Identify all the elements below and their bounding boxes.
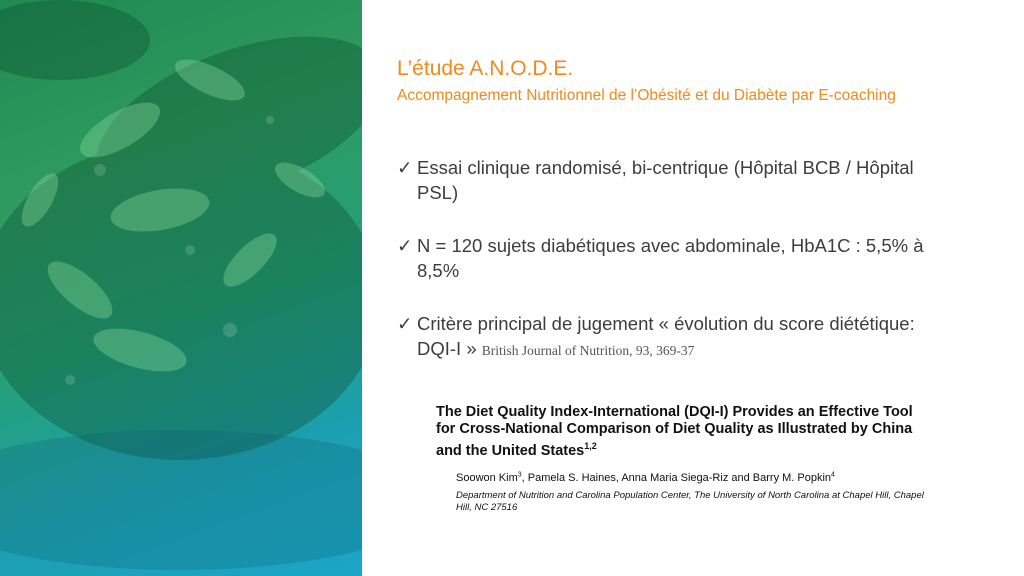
decorative-food-photo [0, 0, 362, 576]
paper-title-text: The Diet Quality Index-International (DQI-I) Provides an Effective Tool for Cross-National Comparison of Diet Quality as Illustrated by China and the United States [436, 404, 913, 459]
author-footnote: 3 [517, 471, 522, 479]
paper-affiliation: Department of Nutrition and Carolina Population Center, The University of North Carolina at Chapel Hill, Chapel Hill, NC 27516 [456, 490, 924, 514]
checkmark-icon: ✓ [397, 157, 413, 178]
bullet-item [397, 311, 957, 363]
bullet-text: Critère principal de jugement « évolution du score diététique: DQI-I » [417, 313, 915, 359]
bullet-item [397, 155, 957, 205]
citation: British Journal of Nutrition, 93, 369-37 [481, 343, 695, 358]
title-footnote: 1,2 [584, 441, 597, 451]
paper-authors [456, 472, 936, 485]
bullet-list [397, 155, 957, 391]
slide-title: L’étude A.N.O.D.E. [397, 57, 574, 80]
author-names: , Pamela S. Haines, Anna Maria Siega-Riz and Barry M. Popkin [521, 472, 832, 485]
bullet-text: N = 120 sujets diabétiques avec abdominale, HbA1C : 5,5% à 8,5% [417, 235, 924, 281]
authors-text [456, 472, 835, 484]
bullet-item [397, 233, 957, 283]
paper-excerpt [436, 404, 936, 514]
paper-title [436, 404, 936, 460]
author-footnote: 4 [831, 471, 835, 479]
leaf-texture-graphic [0, 0, 362, 576]
slide-subtitle: Accompagnement Nutritionnel de l’Obésité et du Diabète par E-coaching [397, 87, 896, 104]
author-name: Soowon Kim [456, 472, 518, 485]
checkmark-icon: ✓ [397, 235, 413, 256]
checkmark-icon: ✓ [397, 313, 413, 334]
bullet-text: Essai clinique randomisé, bi-centrique (Hôpital BCB / Hôpital PSL) [417, 157, 914, 203]
